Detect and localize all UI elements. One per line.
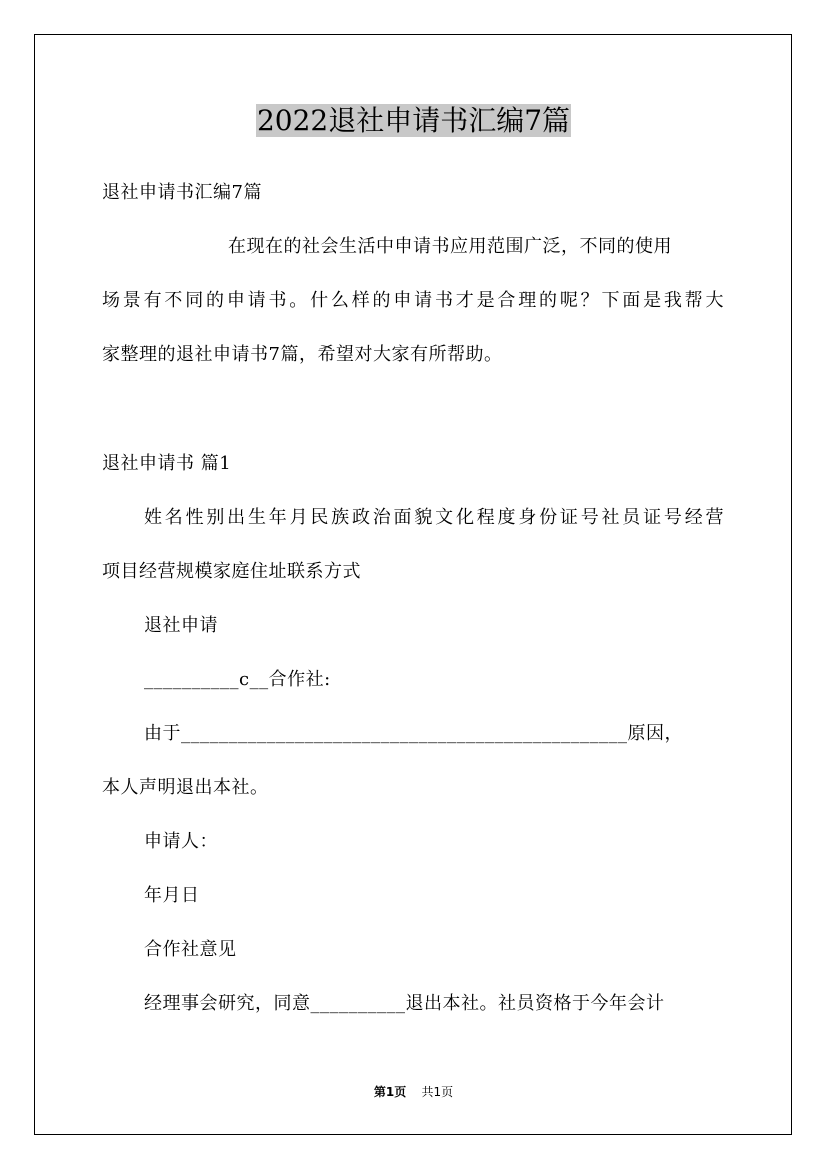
page-total: 共1页 — [421, 1085, 454, 1099]
date-line: 年月日 — [144, 885, 200, 906]
intro-line-1: 在现在的社会生活中申请书应用范围广泛，不同的使用 — [228, 236, 672, 257]
document-title-text: 2022退社申请书汇编7篇 — [256, 104, 571, 137]
fields-line-1: 姓名性别出生年月民族政治面貌文化程度身份证号社员证号经营 — [144, 507, 724, 528]
page-footer — [0, 1083, 827, 1101]
document-title — [0, 100, 827, 142]
fields-line-2: 项目经营规模家庭住址联系方式 — [102, 561, 361, 582]
form-title: 退社申请 — [144, 615, 218, 636]
reason-end-line: 本人声明退出本社。 — [102, 777, 269, 798]
section-heading: 退社申请书 篇1 — [102, 453, 232, 474]
reason-line: 由于_______________________________________________原因， — [144, 723, 683, 744]
addressee-line: __________c__合作社: — [144, 669, 331, 690]
intro-line-2: 场景有不同的申请书。什么样的申请书才是合理的呢？下面是我帮大 — [102, 290, 724, 311]
document-subtitle: 退社申请书汇编7篇 — [102, 182, 262, 203]
applicant-line: 申请人： — [144, 831, 218, 852]
page-current: 第1页 — [373, 1085, 407, 1099]
coop-opinion-line: 合作社意见 — [144, 939, 237, 960]
decision-line: 经理事会研究，同意__________退出本社。社员资格于今年会计 — [144, 993, 665, 1014]
intro-line-3: 家整理的退社申请书7篇，希望对大家有所帮助。 — [102, 344, 503, 365]
